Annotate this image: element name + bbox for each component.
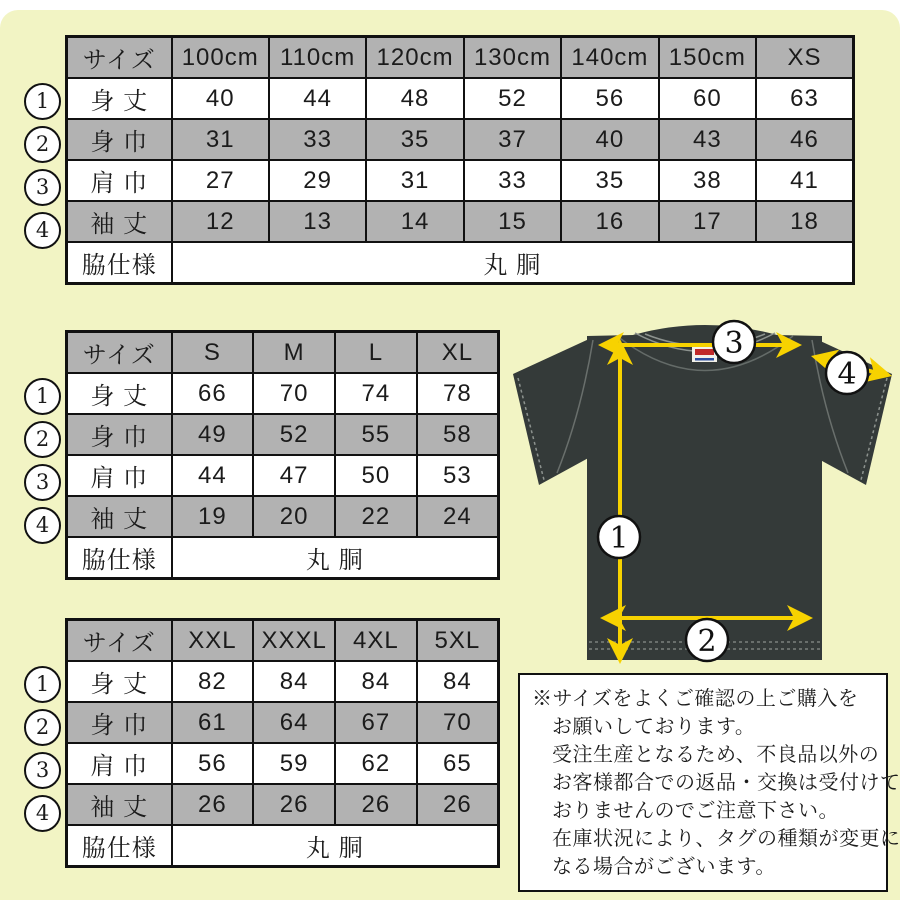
cell: 52 bbox=[464, 78, 561, 119]
circled-number-1: 1 bbox=[24, 83, 61, 120]
footer-value: 丸 胴 bbox=[172, 242, 854, 284]
row-label: 身 丈 bbox=[67, 373, 172, 414]
cell: 41 bbox=[756, 160, 853, 201]
row-label: 身 巾 bbox=[67, 702, 172, 743]
cell: 56 bbox=[561, 78, 658, 119]
table-row bbox=[67, 743, 499, 784]
table-footer-row bbox=[67, 825, 499, 867]
row-label: 袖 丈 bbox=[67, 496, 172, 537]
cell: 18 bbox=[756, 201, 853, 242]
cell: 62 bbox=[335, 743, 417, 784]
column-header: 150cm bbox=[659, 37, 756, 79]
table-header-row bbox=[67, 620, 499, 662]
cell: 49 bbox=[172, 414, 254, 455]
cell: 66 bbox=[172, 373, 254, 414]
column-header: 130cm bbox=[464, 37, 561, 79]
row-label: 肩 巾 bbox=[67, 160, 172, 201]
row-label: 身 丈 bbox=[67, 78, 172, 119]
cell: 44 bbox=[269, 78, 366, 119]
cell: 38 bbox=[659, 160, 756, 201]
column-header: XXL bbox=[172, 620, 254, 662]
column-header: M bbox=[253, 332, 335, 374]
cell: 53 bbox=[417, 455, 499, 496]
table-row bbox=[67, 702, 499, 743]
circled-number-4: 4 bbox=[837, 356, 857, 392]
table-row bbox=[67, 414, 499, 455]
cell: 40 bbox=[172, 78, 269, 119]
row-label: 身 丈 bbox=[67, 661, 172, 702]
cell: 84 bbox=[335, 661, 417, 702]
cell: 52 bbox=[253, 414, 335, 455]
cell: 24 bbox=[417, 496, 499, 537]
column-header: XXXL bbox=[253, 620, 335, 662]
column-header: 5XL bbox=[417, 620, 499, 662]
cell: 22 bbox=[335, 496, 417, 537]
cell: 35 bbox=[561, 160, 658, 201]
size-header-cell: サイズ bbox=[67, 37, 172, 79]
column-header: 110cm bbox=[269, 37, 366, 79]
size-table-kids bbox=[35, 35, 855, 285]
cell: 64 bbox=[253, 702, 335, 743]
column-header: L bbox=[335, 332, 417, 374]
row-label: 脇仕様 bbox=[67, 242, 172, 284]
footer-value: 丸 胴 bbox=[172, 825, 499, 867]
cell: 33 bbox=[464, 160, 561, 201]
cell: 29 bbox=[269, 160, 366, 201]
cell: 26 bbox=[253, 784, 335, 825]
cell: 13 bbox=[269, 201, 366, 242]
column-header: 140cm bbox=[561, 37, 658, 79]
circled-number-4: 4 bbox=[24, 507, 61, 544]
row-label: 身 巾 bbox=[67, 414, 172, 455]
column-header: S bbox=[172, 332, 254, 374]
footer-value: 丸 胴 bbox=[172, 537, 499, 579]
column-header: 4XL bbox=[335, 620, 417, 662]
cell: 16 bbox=[561, 201, 658, 242]
cell: 55 bbox=[335, 414, 417, 455]
cell: 37 bbox=[464, 119, 561, 160]
table-row bbox=[67, 160, 854, 201]
cell: 27 bbox=[172, 160, 269, 201]
note-line: お客様都合での返品・交換は受付けて bbox=[552, 772, 900, 794]
cell: 50 bbox=[335, 455, 417, 496]
table-footer-row bbox=[67, 242, 854, 284]
cell: 40 bbox=[561, 119, 658, 160]
cell: 26 bbox=[172, 784, 254, 825]
circled-number-3: 3 bbox=[24, 464, 61, 501]
table-header-row bbox=[67, 332, 499, 374]
size-header-cell: サイズ bbox=[67, 620, 172, 662]
circled-number-1: 1 bbox=[609, 520, 629, 556]
cell: 31 bbox=[366, 160, 463, 201]
table-row bbox=[67, 661, 499, 702]
cell: 65 bbox=[417, 743, 499, 784]
size-header-cell: サイズ bbox=[67, 332, 172, 374]
table-row bbox=[67, 373, 499, 414]
row-label: 肩 巾 bbox=[67, 743, 172, 784]
size-table-plus bbox=[35, 618, 500, 868]
circled-number-2: 2 bbox=[24, 421, 61, 458]
note-line: なる場合がございます。 bbox=[552, 856, 776, 878]
cell: 78 bbox=[417, 373, 499, 414]
column-header: XS bbox=[756, 37, 853, 79]
circled-number-4: 4 bbox=[24, 795, 61, 832]
circled-number-2: 2 bbox=[24, 709, 61, 746]
circled-number-2: 2 bbox=[697, 623, 717, 659]
cell: 46 bbox=[756, 119, 853, 160]
circled-number-4: 4 bbox=[24, 212, 61, 249]
cell: 26 bbox=[335, 784, 417, 825]
cell: 43 bbox=[659, 119, 756, 160]
cell: 44 bbox=[172, 455, 254, 496]
row-label: 肩 巾 bbox=[67, 455, 172, 496]
circled-number-1: 1 bbox=[24, 378, 61, 415]
table-row bbox=[67, 119, 854, 160]
cell: 20 bbox=[253, 496, 335, 537]
table-header-row bbox=[67, 37, 854, 79]
tshirt-diagram bbox=[505, 313, 900, 665]
circled-number-1: 1 bbox=[24, 666, 61, 703]
table-row bbox=[67, 496, 499, 537]
cell: 74 bbox=[335, 373, 417, 414]
cell: 60 bbox=[659, 78, 756, 119]
cell: 48 bbox=[366, 78, 463, 119]
circled-number-3: 3 bbox=[24, 169, 61, 206]
purchase-notes bbox=[518, 673, 900, 892]
cell: 47 bbox=[253, 455, 335, 496]
circled-number-2: 2 bbox=[24, 126, 61, 163]
table-row bbox=[67, 455, 499, 496]
cell: 35 bbox=[366, 119, 463, 160]
row-label: 袖 丈 bbox=[67, 784, 172, 825]
size-table-adult bbox=[35, 330, 500, 580]
cell: 58 bbox=[417, 414, 499, 455]
cell: 15 bbox=[464, 201, 561, 242]
cell: 70 bbox=[253, 373, 335, 414]
cell: 63 bbox=[756, 78, 853, 119]
column-header: XL bbox=[417, 332, 499, 374]
cell: 84 bbox=[253, 661, 335, 702]
column-header: 100cm bbox=[172, 37, 269, 79]
table-row bbox=[67, 201, 854, 242]
note-line: 在庫状況により、タグの種類が変更に bbox=[552, 828, 900, 850]
table-row bbox=[67, 784, 499, 825]
row-label: 脇仕様 bbox=[67, 537, 172, 579]
table-footer-row bbox=[67, 537, 499, 579]
row-label: 袖 丈 bbox=[67, 201, 172, 242]
cell: 14 bbox=[366, 201, 463, 242]
cell: 59 bbox=[253, 743, 335, 784]
cell: 70 bbox=[417, 702, 499, 743]
note-line: 受注生産となるため、不良品以外の bbox=[552, 744, 880, 766]
column-header: 120cm bbox=[366, 37, 463, 79]
cell: 19 bbox=[172, 496, 254, 537]
cell: 12 bbox=[172, 201, 269, 242]
cell: 82 bbox=[172, 661, 254, 702]
cell: 56 bbox=[172, 743, 254, 784]
circled-number-3: 3 bbox=[24, 752, 61, 789]
cell: 84 bbox=[417, 661, 499, 702]
circled-number-3: 3 bbox=[724, 325, 744, 361]
background-panel bbox=[0, 10, 900, 900]
cell: 67 bbox=[335, 702, 417, 743]
cell: 17 bbox=[659, 201, 756, 242]
note-line: お願いしております。 bbox=[552, 716, 756, 738]
cell: 31 bbox=[172, 119, 269, 160]
cell: 26 bbox=[417, 784, 499, 825]
table-row bbox=[67, 78, 854, 119]
note-line: ※サイズをよくご確認の上ご購入を bbox=[532, 688, 859, 710]
row-label: 身 巾 bbox=[67, 119, 172, 160]
cell: 61 bbox=[172, 702, 254, 743]
cell: 33 bbox=[269, 119, 366, 160]
note-line: おりませんのでご注意下さい。 bbox=[552, 800, 839, 822]
row-label: 脇仕様 bbox=[67, 825, 172, 867]
